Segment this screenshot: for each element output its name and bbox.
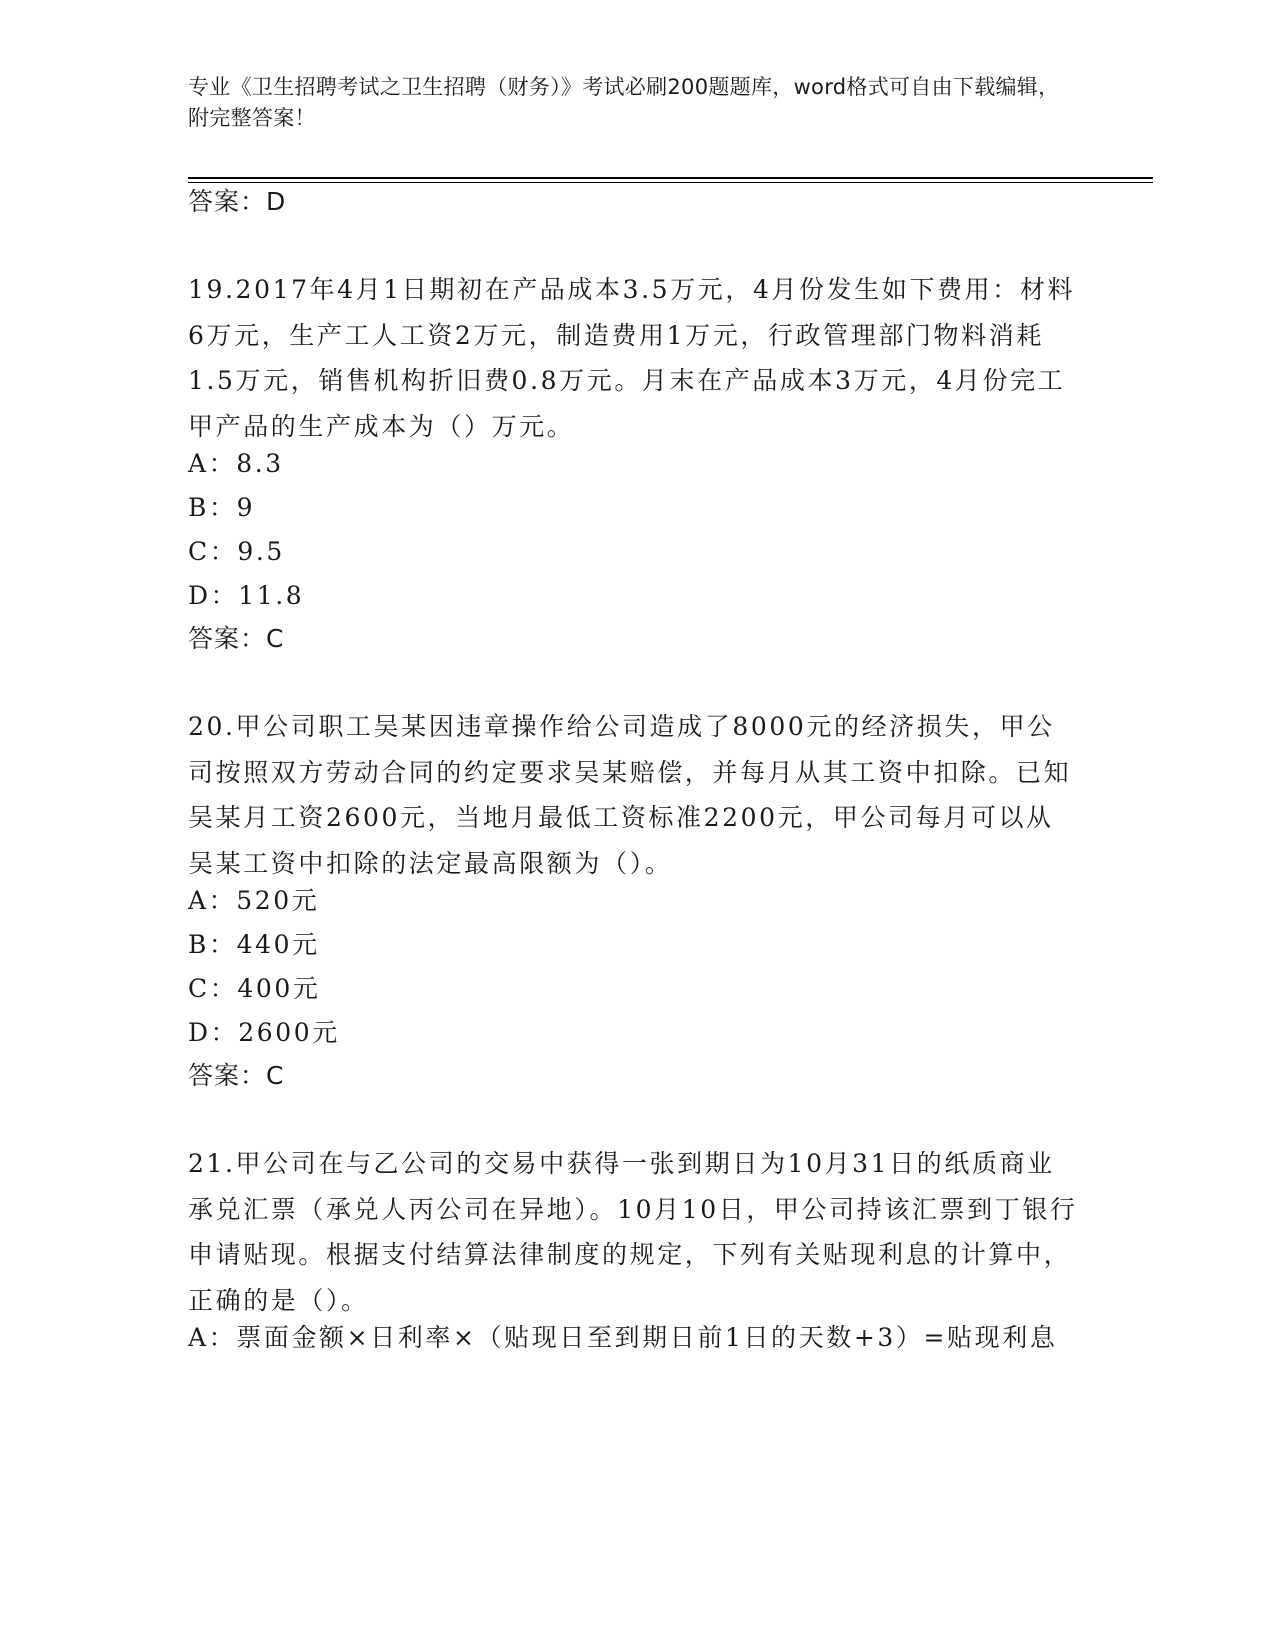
- question-21-text: 21.甲公司在与乙公司的交易中获得一张到期日为10月31日的纸质商业承兑汇票（承兑人丙公司在异地）。10月10日，甲公司持该汇票到丁银行申请贴现。根据支付结算法律制度的规定，下列有关贴现利息的计算中，正确的是（）。: [188, 1149, 1078, 1315]
- question-19-option-d: D：11.8: [188, 581, 305, 610]
- question-19-option-c: C：9.5: [188, 537, 285, 566]
- question-20-text: 20.甲公司职工吴某因违章操作给公司造成了8000元的经济损失，甲公司按照双方劳动合同的约定要求吴某赔偿，并每月从其工资中扣除。已知吴某月工资2600元，当地月最低工资标准2200元，甲公司每月可以从吴某工资中扣除的法定最高限额为（）。: [188, 712, 1072, 878]
- question-19-answer: 答案：C: [188, 624, 285, 653]
- question-20-option-c: C：400元: [188, 974, 321, 1003]
- question-21-option-a: A：票面金额×日利率×（贴现日至到期日前1日的天数+3）=贴现利息: [188, 1323, 1058, 1352]
- previous-answer: 答案：D: [188, 187, 287, 216]
- question-20-option-d: D：2600元: [188, 1018, 340, 1047]
- header-rule-thin: [188, 182, 1153, 183]
- question-19-option-b: B：9: [188, 493, 256, 522]
- question-19-text: 19.2017年4月1日期初在产品成本3.5万元，4月份发生如下费用：材料6万元，生产工人工资2万元，制造费用1万元，行政管理部门物料消耗1.5万元，销售机构折旧费0.8万元。月末在产品成本3万元，4月份完工甲产品的生产成本为（）万元。: [188, 275, 1076, 441]
- header-rule-thick: [188, 177, 1153, 179]
- question-20-option-b: B：440元: [188, 930, 320, 959]
- question-20-option-a: A：520元: [188, 886, 320, 915]
- question-19-option-a: A：8.3: [188, 449, 284, 478]
- document-header: 专业《卫生招聘考试之卫生招聘（财务）》考试必刷200题题库，word格式可自由下载编辑，附完整答案！: [188, 75, 1060, 130]
- question-20-answer: 答案：C: [188, 1061, 285, 1090]
